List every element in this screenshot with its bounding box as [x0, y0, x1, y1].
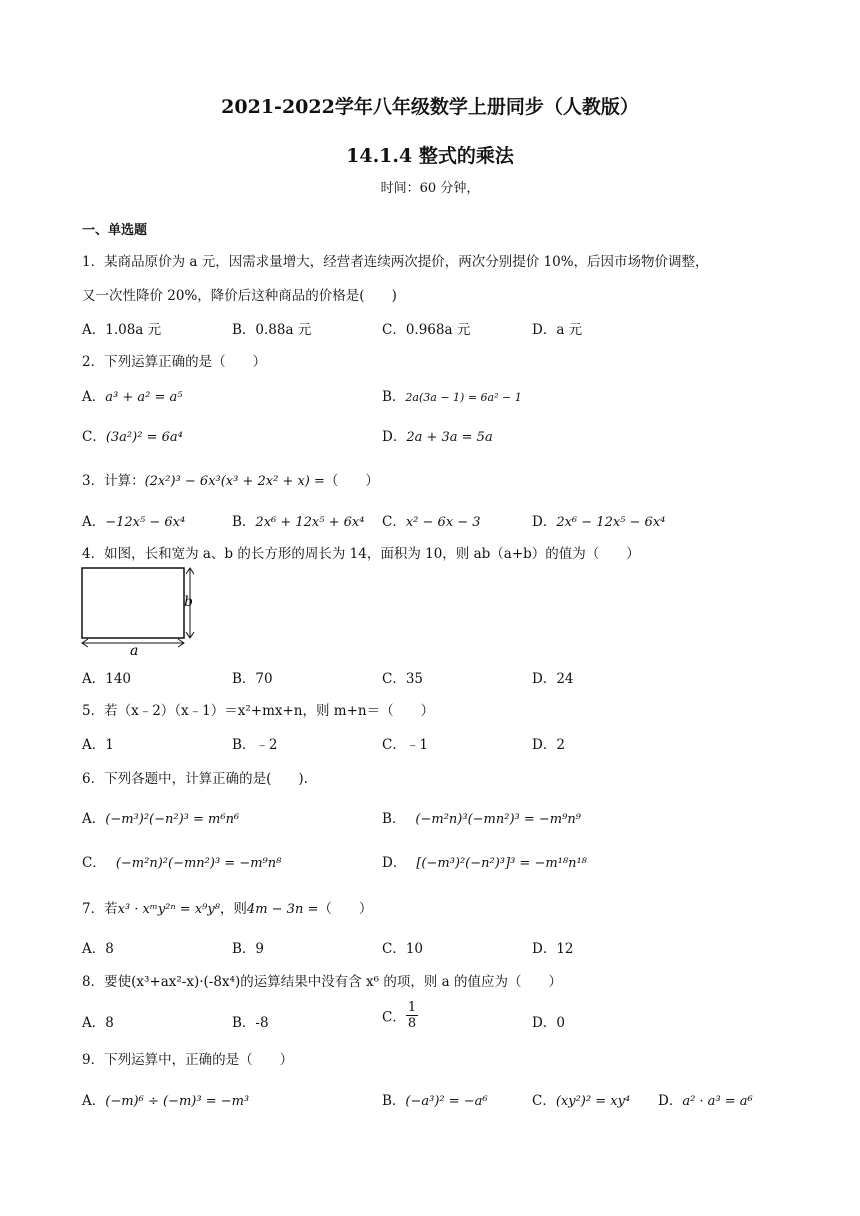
- q9-option-d-label: D．: [658, 1093, 683, 1109]
- q2-option-a-label: A．: [82, 389, 106, 405]
- q2-option-c: [82, 425, 183, 445]
- q2-option-d-expr: 2a + 3a = 5a: [406, 430, 493, 445]
- q6-option-c-label: C．: [82, 855, 106, 871]
- q8-option-b: B．-8: [232, 1015, 269, 1031]
- q6-option-c: [82, 851, 281, 871]
- time-limit: 时间：60 分钟，: [380, 181, 480, 196]
- q3-option-c-expr: x² − 6x − 3: [405, 515, 481, 530]
- q9-option-d-expr: a² · a³ = a⁶: [682, 1094, 753, 1109]
- q7-option-b: B．9: [232, 941, 265, 957]
- worksheet-title: 2021-2022学年八年级数学上册同步（人教版）: [221, 96, 639, 118]
- q7-stem-expr: x³ · xᵐy²ⁿ = x⁹y⁸: [117, 902, 220, 917]
- q4-option-c: C．35: [382, 671, 424, 687]
- q1-option-d: D．a 元: [532, 322, 583, 338]
- q4-option-a: A．140: [82, 671, 132, 687]
- q3-option-b: [232, 510, 364, 530]
- q8-option-c-fraction: [406, 1000, 418, 1031]
- q6-option-b-expr: (−m²n)³(−mn²)³ = −m⁹n⁹: [415, 812, 581, 827]
- q3-option-d-expr: 2x⁶ − 12x⁵ − 6x⁴: [556, 515, 666, 530]
- q7-stem-expr2: 4m − 3n =: [246, 902, 319, 917]
- q3-stem: [82, 469, 379, 489]
- q4-rectangle: [82, 568, 184, 638]
- q7-stem-mid: ，则: [219, 901, 247, 917]
- q8-option-c: [382, 1000, 418, 1031]
- q9-option-b-expr: (−a³)² = −a⁶: [405, 1094, 488, 1109]
- q3-option-d-label: D．: [532, 514, 557, 530]
- q6-option-b-label: B．: [382, 811, 406, 827]
- q2-option-a: [82, 385, 182, 405]
- q2-option-b: [382, 385, 522, 405]
- q3-stem-suffix: （ ）: [324, 473, 379, 489]
- q1-option-b: B．0.88a 元: [232, 322, 312, 338]
- q3-stem-prefix: 3．计算：: [82, 473, 145, 489]
- q2-stem: 2．下列运算正确的是（ ）: [82, 354, 267, 370]
- q5-option-b: B．﹣2: [232, 737, 278, 753]
- q5-option-a: A．1: [82, 737, 114, 753]
- q7-option-c: C．10: [382, 941, 424, 957]
- q9-option-b-label: B．: [382, 1093, 406, 1109]
- q2-option-a-expr: a³ + a² = a⁵: [105, 390, 183, 405]
- q4-option-d: D．24: [532, 671, 574, 687]
- q3-option-a: [82, 510, 185, 530]
- q3-option-b-expr: 2x⁶ + 12x⁵ + 6x⁴: [255, 515, 365, 530]
- q8-option-c-numerator: 1: [407, 1000, 417, 1015]
- q6-stem: 6．下列各题中，计算正确的是( ).: [82, 771, 308, 787]
- q4-stem: 4．如图，长和宽为 a、b 的长方形的周长为 14，面积为 10，则 ab（a+b）的值为（ ）: [82, 546, 640, 562]
- q9-option-c-expr: (xy²)² = xy⁴: [555, 1094, 631, 1109]
- q8-option-d: D．0: [532, 1015, 565, 1031]
- q2-option-c-label: C．: [82, 429, 106, 445]
- q9-option-a-expr: (−m)⁶ ÷ (−m)³ = −m³: [105, 1094, 250, 1109]
- lesson-title: 14.1.4 整式的乘法: [346, 145, 514, 167]
- q9-option-d: [658, 1089, 753, 1109]
- q7-option-d: D．12: [532, 941, 574, 957]
- q7-stem-suffix: （ ）: [318, 901, 373, 917]
- q6-option-a-expr: (−m³)²(−n²)³ = m⁶n⁶: [105, 812, 240, 827]
- q8-stem: 8．要使(x³+ax²-x)·(-8x⁴)的运算结果中没有含 x⁶ 的项，则 a 的值应为（ ）: [82, 974, 562, 990]
- q2-option-b-label: B．: [382, 389, 406, 405]
- q8-option-a: A．8: [82, 1015, 114, 1031]
- q5-stem: 5．若（x﹣2）（x﹣1）＝x²+mx+n，则 m+n＝（ ）: [82, 703, 435, 719]
- q6-option-d: [382, 851, 587, 871]
- q7-option-a: A．8: [82, 941, 114, 957]
- q6-option-a: [82, 807, 239, 827]
- q1-stem-line1: 1．某商品原价为 a 元，因需求量增大，经营者连续两次提价，两次分别提价 10%，后因市场物价调整，: [82, 254, 709, 270]
- q9-stem: 9．下列运算中，正确的是（ ）: [82, 1052, 294, 1068]
- q1-stem-line2: 又一次性降价 20%，降价后这种商品的价格是( ): [82, 288, 397, 304]
- q6-option-d-label: D．: [382, 855, 407, 871]
- q2-option-b-expr: 2a(3a − 1) = 6a² − 1: [405, 391, 522, 404]
- q3-option-c: [382, 510, 481, 530]
- q1-option-c: C．0.968a 元: [382, 322, 471, 338]
- q7-stem-prefix: 7．若: [82, 901, 118, 917]
- q8-option-c-label: C．: [382, 1009, 406, 1026]
- q9-option-c: [532, 1089, 630, 1109]
- q3-option-c-label: C．: [382, 514, 406, 530]
- q9-option-c-label: C．: [532, 1093, 556, 1109]
- q3-stem-expr: (2x²)³ − 6x³(x³ + 2x² + x) =: [144, 474, 325, 489]
- q9-option-b: [382, 1089, 488, 1109]
- q6-option-c-expr: (−m²n)²(−mn²)³ = −m⁹n⁸: [115, 856, 282, 871]
- q4-label-a: a: [130, 643, 139, 656]
- q3-option-d: [532, 510, 665, 530]
- q6-option-a-label: A．: [82, 811, 106, 827]
- q5-option-d: D．2: [532, 737, 565, 753]
- q7-stem: [82, 897, 372, 917]
- q4-label-b: b: [184, 594, 193, 610]
- q2-option-c-expr: (3a²)² = 6a⁴: [105, 430, 183, 445]
- q4-option-b: B．70: [232, 671, 273, 687]
- q5-option-c: C．﹣1: [382, 737, 428, 753]
- q3-option-b-label: B．: [232, 514, 256, 530]
- q1-option-a: A．1.08a 元: [82, 322, 162, 338]
- q2-option-d: [382, 425, 493, 445]
- q6-option-d-expr: [(−m³)²(−n²)³]³ = −m¹⁸n¹⁸: [416, 856, 587, 871]
- q4-rectangle-figure: [78, 562, 202, 656]
- section-heading: 一、单选题: [82, 223, 148, 238]
- q6-option-b: [382, 807, 581, 827]
- q9-option-a-label: A．: [82, 1093, 106, 1109]
- q2-option-d-label: D．: [382, 429, 407, 445]
- q3-option-a-label: A．: [82, 514, 106, 530]
- q8-option-c-denominator: 8: [407, 1016, 417, 1031]
- q9-option-a: [82, 1089, 249, 1109]
- q3-option-a-expr: −12x⁵ − 6x⁴: [105, 515, 186, 530]
